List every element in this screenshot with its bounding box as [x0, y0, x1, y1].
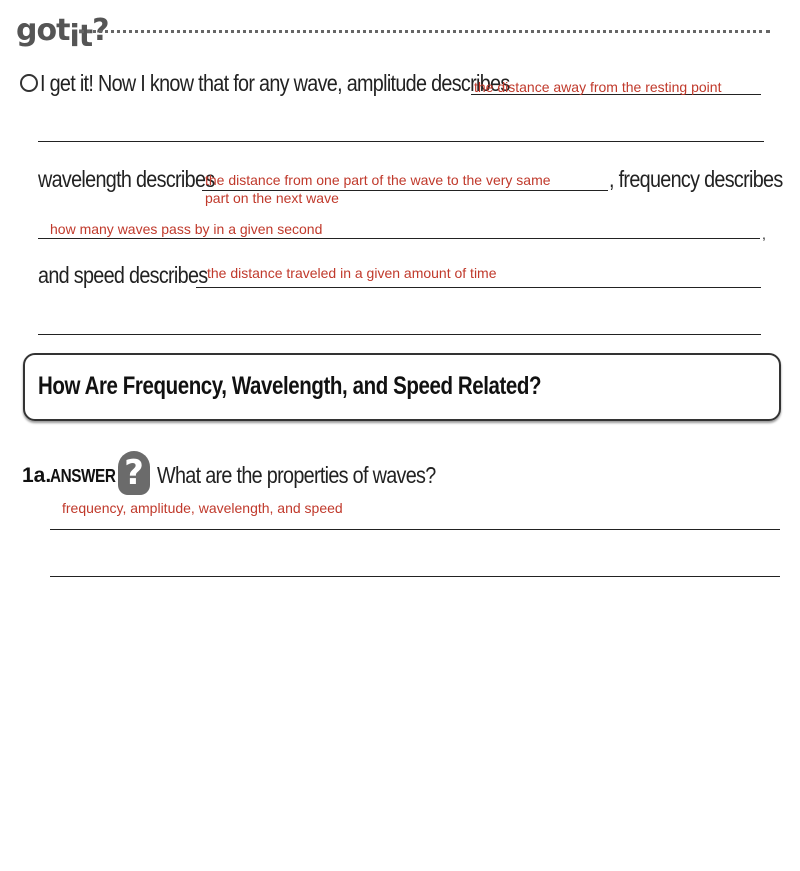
amplitude-answer[interactable]: the distance away from the resting point: [474, 79, 722, 95]
question-answer[interactable]: frequency, amplitude, wavelength, and speed: [62, 500, 343, 516]
speed-answer[interactable]: the distance traveled in a given amount of time: [207, 265, 497, 281]
section-title: How Are Frequency, Wavelength, and Speed Related?: [38, 372, 542, 400]
amplitude-prompt: I get it! Now I know that for any wave, amplitude describes: [40, 70, 510, 96]
question-mark-icon: ?: [118, 451, 150, 495]
frequency-comma: ,: [762, 226, 766, 242]
checkbox-circle[interactable]: [20, 74, 38, 92]
amplitude-blank-2: [38, 141, 764, 142]
logo-question: ?: [92, 13, 109, 48]
logo-got: got: [16, 13, 70, 48]
answer-line-1: [50, 529, 780, 530]
question-number: 1a.: [22, 464, 52, 487]
speed-blank: [196, 287, 761, 288]
frequency-answer[interactable]: how many waves pass by in a given second: [50, 221, 323, 237]
wavelength-prompt: wavelength describes: [38, 166, 215, 192]
frequency-prompt: , frequency describes: [609, 166, 783, 192]
answer-line-2: [50, 576, 780, 577]
question-text: What are the properties of waves?: [157, 462, 436, 488]
logo-it: it: [69, 19, 93, 54]
answer-label: ANSWER: [50, 466, 116, 486]
speed-blank-2: [38, 334, 761, 335]
wavelength-answer-line1[interactable]: the distance from one part of the wave to the very same: [205, 172, 551, 188]
frequency-blank: [38, 238, 760, 239]
dotted-divider: [80, 30, 770, 33]
speed-prompt: and speed describes: [38, 262, 208, 288]
wavelength-answer-line2[interactable]: part on the next wave: [205, 190, 339, 206]
